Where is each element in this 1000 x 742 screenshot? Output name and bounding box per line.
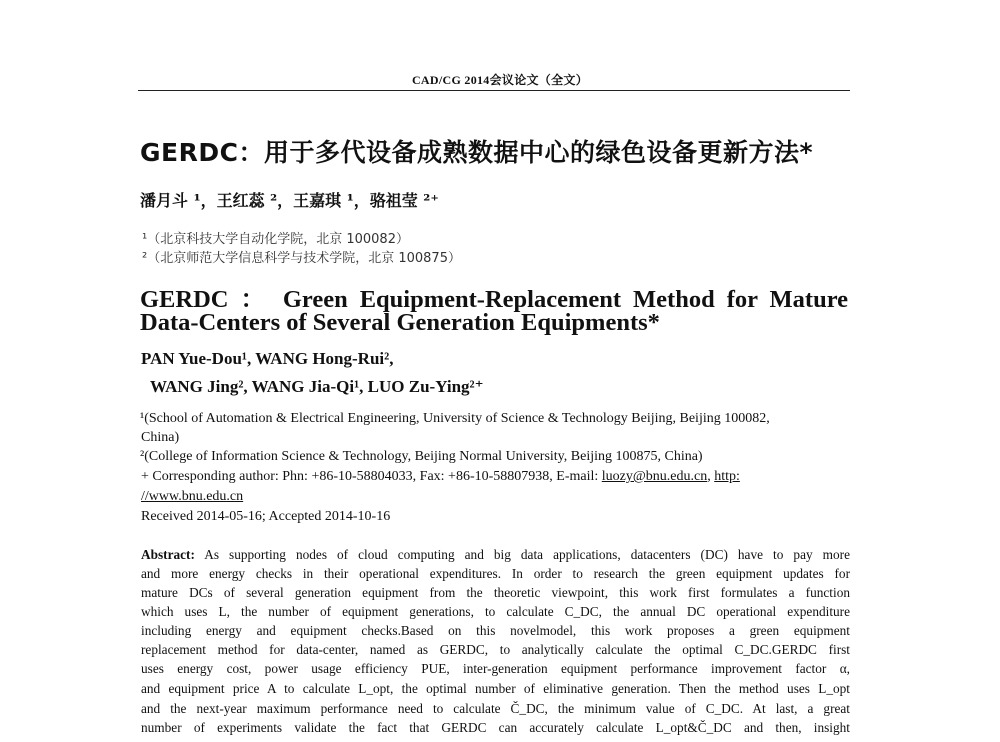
english-authors-line1: PAN Yue-Dou¹, WANG Hong-Rui², <box>141 349 394 368</box>
affiliation-2: ²(College of Information Science & Technology, Beijing Normal University, Beijing 100875, China) <box>140 449 703 464</box>
abstract-line-1 <box>141 546 850 563</box>
author-email-link[interactable]: luozy@bnu.edu.cn <box>601 469 708 484</box>
abstract-line-3: mature DCs of several generation equipment from the theoretic viewpoint, this work first formulates a function <box>141 585 850 600</box>
chinese-affiliation-2: ²（北京师范大学信息科学与技术学院，北京 100875） <box>142 251 461 266</box>
english-authors-line2: WANG Jing², WANG Jia-Qi¹, LUO Zu-Ying²⁺ <box>150 377 484 396</box>
received-accepted-dates: Received 2014-05-16; Accepted 2014-10-16 <box>141 509 391 524</box>
abstract-label: Abstract: <box>141 547 195 562</box>
abstract-line-9: and the next-year maximum performance need to calculate Č_DC, the minimum value of C_DC. At last, a great <box>141 701 850 716</box>
corresponding-separator: , <box>707 469 715 484</box>
corresponding-author-line <box>141 469 740 485</box>
affiliation-1-line2: China) <box>141 430 180 445</box>
abstract-line-6: replacement method for data-center, named as GERDC, to analytically calculate the optimal C_DC.GERDC first <box>141 642 850 657</box>
chinese-affiliation-1: ¹（北京科技大学自动化学院，北京 100082） <box>142 232 409 247</box>
abstract-line-10: number of experiments validate the fact that GERDC can accurately calculate L_opt&Č_DC and then, insight <box>141 720 850 735</box>
abstract-line-2: and more energy checks in their operational expenditures. In order to research the green equipment updates for <box>141 566 850 581</box>
abstract-line-5: including energy and equipment checks.Based on this novelmodel, this work proposes a green equipment <box>141 623 850 638</box>
corresponding-author-prefix: + Corresponding author: Phn: +86-10-58804033, Fax: +86-10-58807938, E-mail: <box>141 469 602 484</box>
header-rule <box>138 90 850 91</box>
chinese-authors: 潘月斗 ¹，王红蕊 ²，王嘉琪 ¹，骆祖莹 ²⁺ <box>140 191 439 210</box>
english-title-line2: Data-Centers of Several Generation Equipments* <box>140 309 660 336</box>
abstract-line-8: and equipment price A to calculate L_opt, the optimal number of eliminative generation. Then the method uses L_opt <box>141 681 850 696</box>
website-link-part2[interactable]: //www.bnu.edu.cn <box>141 489 244 504</box>
website-link-part1[interactable]: http: <box>714 469 740 484</box>
abstract-line-7: uses energy cost, power usage efficiency PUE, inter-generation equipment performance improvement factor α, <box>141 661 850 676</box>
running-header: CAD/CG 2014会议论文（全文） <box>411 73 589 87</box>
abstract-line-4: which uses L, the number of equipment generations, to calculate C_DC, the annual DC operational expenditure <box>141 604 850 619</box>
affiliation-1-line1: ¹(School of Automation & Electrical Engineering, University of Science & Technology Beijing, Beijing 100082, <box>140 411 770 426</box>
english-title-line1: GERDC ： Green Equipment-Replacement Method for Mature <box>140 286 848 313</box>
abstract-text-1: As supporting nodes of cloud computing and big data applications, datacenters (DC) have to pay more <box>204 547 850 562</box>
chinese-title: GERDC：用于多代设备成熟数据中心的绿色设备更新方法* <box>140 138 814 167</box>
